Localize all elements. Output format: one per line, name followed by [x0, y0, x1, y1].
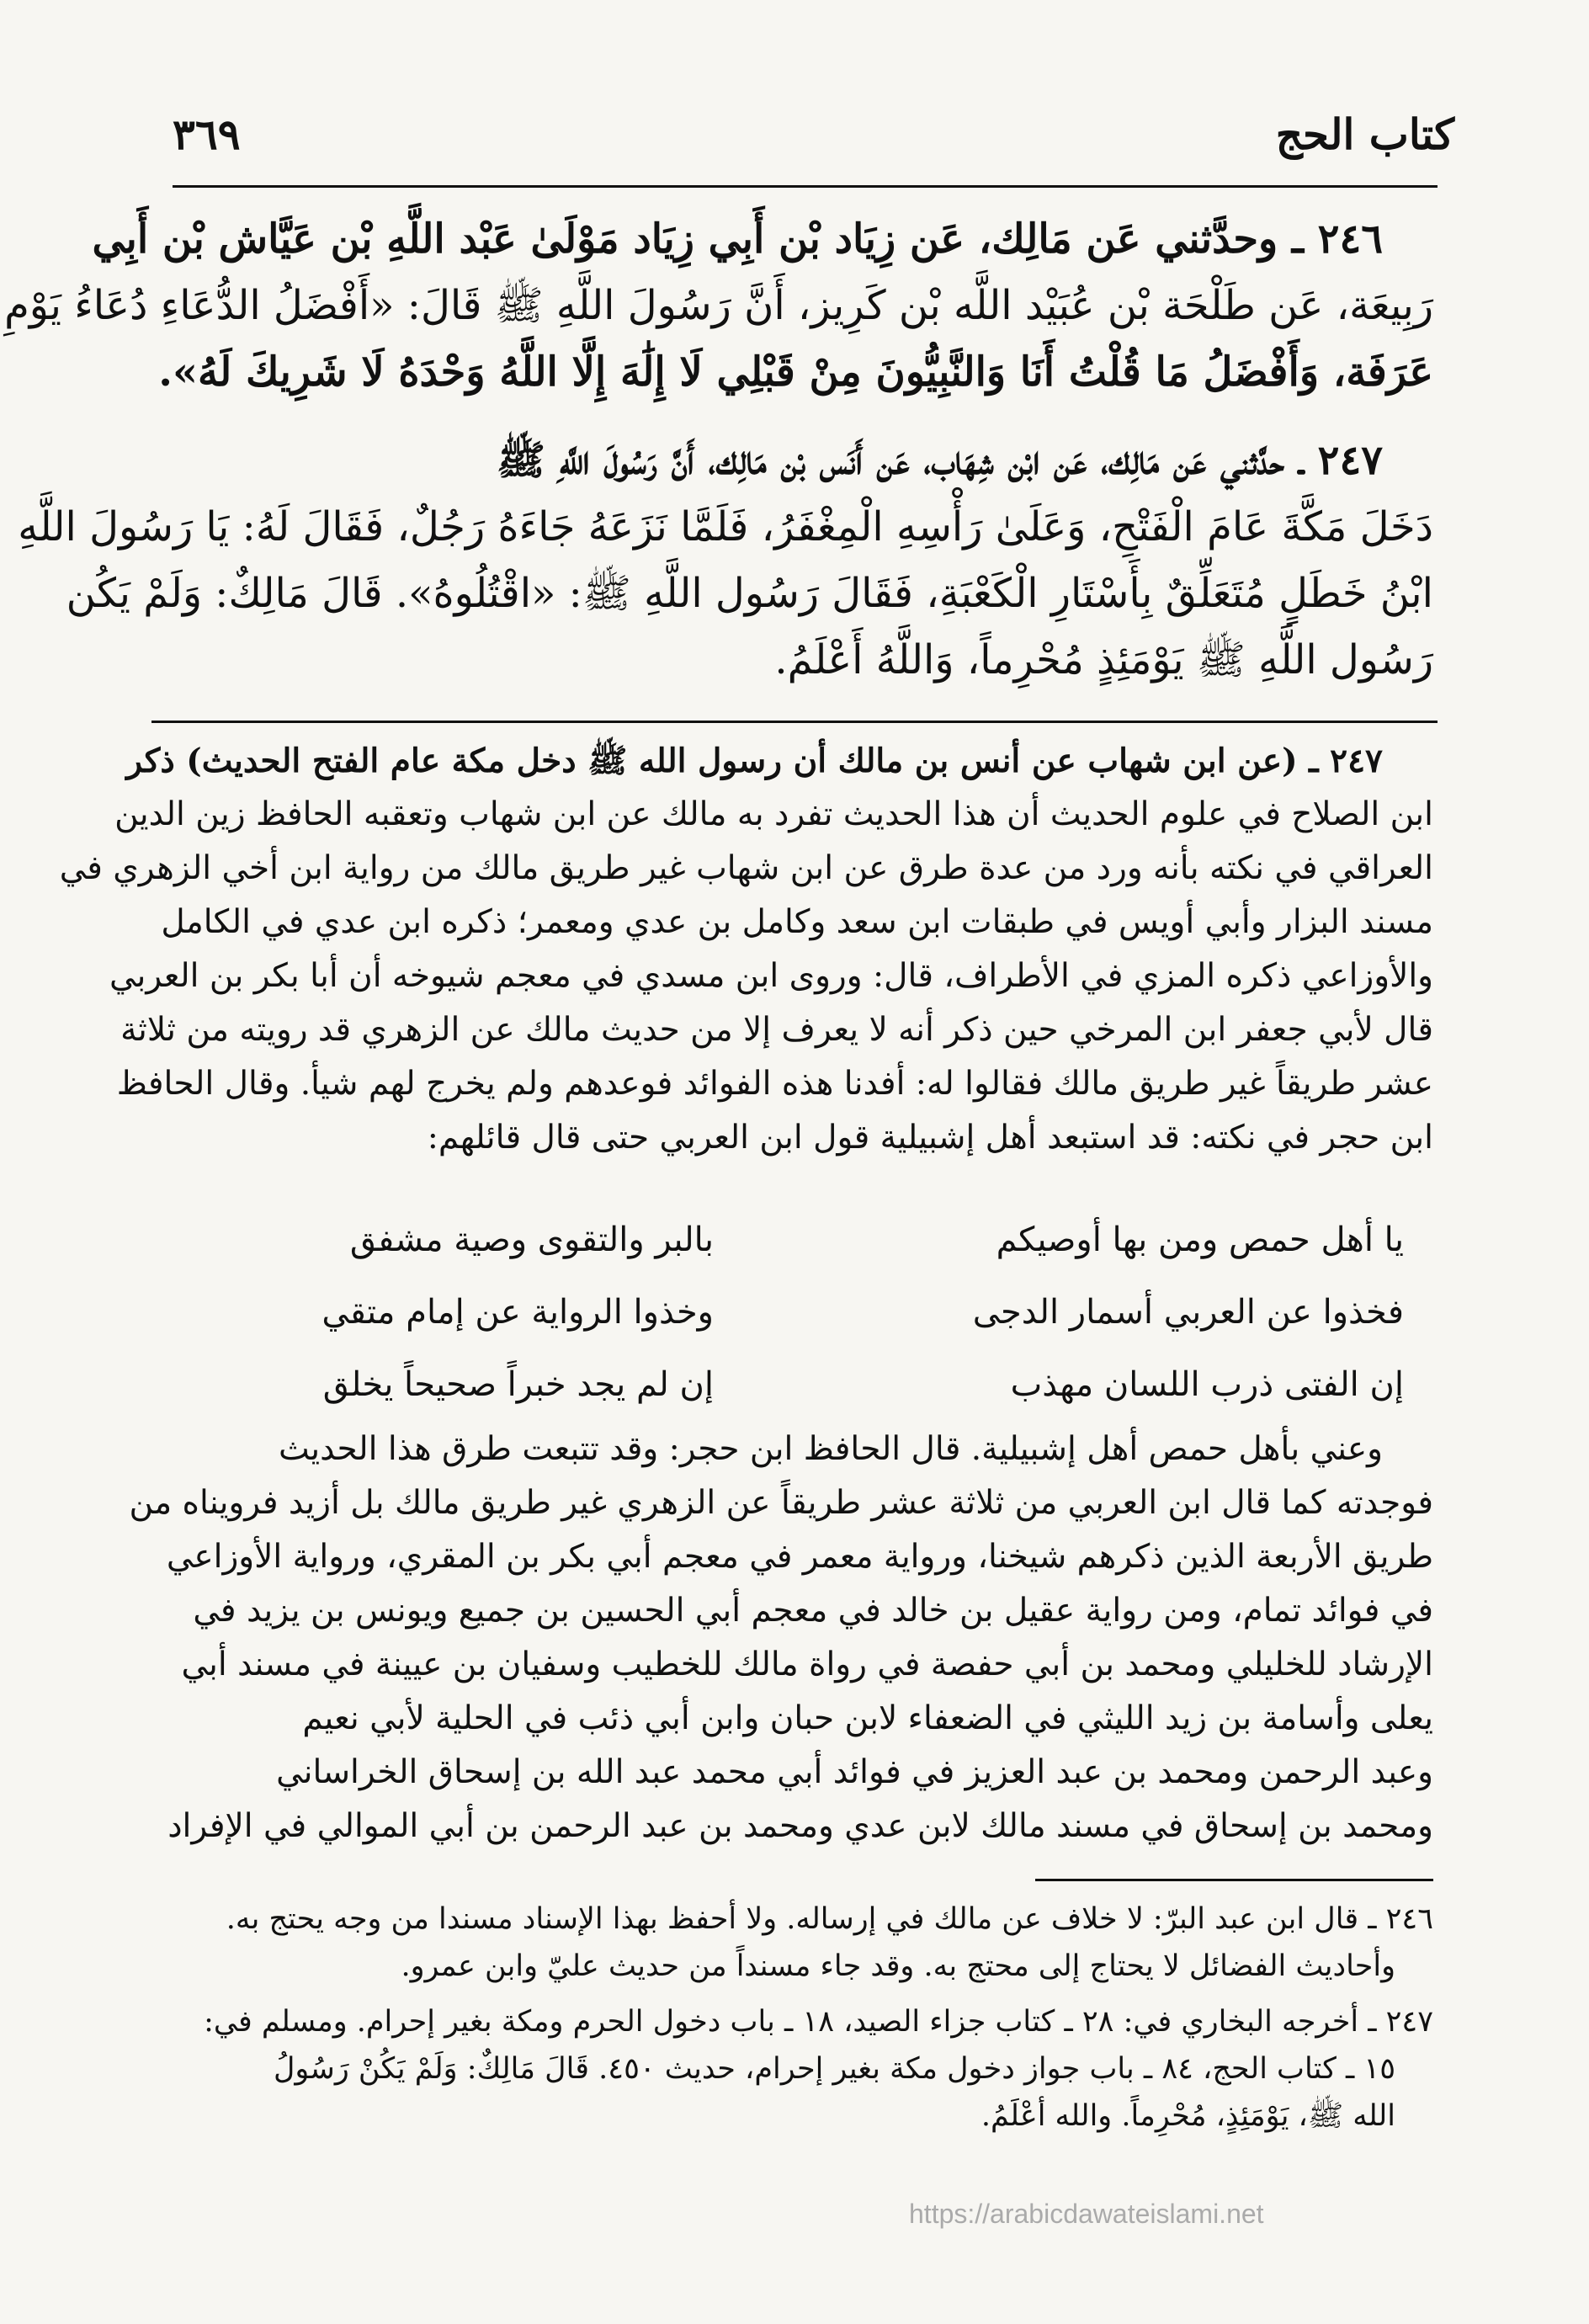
- commentary-line: يعلى وأسامة بن زيد الليثي في الضعفاء لابن حبان وابن أبي ذئب في الحلية لأبي نعيم: [302, 1699, 1433, 1737]
- footnote-line: الله ﷺ، يَوْمَئِذٍ، مُحْرِماً. والله أعْلَمُ.: [981, 2099, 1395, 2133]
- commentary-line: في فوائد تمام، ومن رواية عقيل بن خالد في معجم أبي الحسين بن جميع ويونس بن يزيد في: [193, 1592, 1433, 1630]
- commentary-line: وعبد الرحمن ومحمد بن عبد العزيز في فوائد أبي محمد عبد الله بن إسحاق الخراساني: [276, 1753, 1433, 1791]
- commentary-line: الإرشاد للخليلي ومحمد بن أبي حفصة في رواة مالك للخطيب وسفيان بن عيينة في مسند أبي: [181, 1646, 1433, 1683]
- poem: [185, 1220, 1404, 1438]
- commentary-line: فوجدته كما قال ابن العربي من ثلاثة عشر طريقاً عن الزهري غير طريق مالك بل أزيد فرويناه من: [129, 1484, 1433, 1522]
- commentary-line: ٢٤٧ ـ (عن ابن شهاب عن أنس بن مالك أن رسول الله ﷺ دخل مكة عام الفتح الحديث) ذكر: [126, 742, 1383, 780]
- footnote-line: وأحاديث الفضائل لا يحتاج إلى محتج به. وقد جاء مسنداً من حديث عليّ وابن عمرو.: [401, 1949, 1395, 1983]
- footnote-line: ٢٤٦ ـ قال ابن عبد البرّ: لا خلاف عن مالك في إرساله. ولا أحفظ بهذا الإسناد مسندا من وجه يحتج به.: [226, 1902, 1433, 1936]
- hadith-246-line: رَبِيعَة، عَن طَلْحَة بْن عُبَيْد اللَّه بْن كَرِيز، أَنَّ رَسُولَ اللَّهِ ﷺ قَالَ: «أَفْضَلُ الدُّعَاءِ دُعَاءُ يَوْمِ: [4, 282, 1433, 329]
- commentary-part1: [59, 734, 1433, 1165]
- hadith-247-line: دَخَلَ مَكَّةَ عَامَ الْفَتْحِ، وَعَلَىٰ رَأْسِهِ الْمِغْفَرُ، فَلَمَّا نَزَعَهُ جَاءَهُ رَجُلٌ، فَقَالَ لَهُ: يَا رَسُولَ اللَّهِ: [18, 503, 1433, 550]
- hadith-246-line: ٢٤٦ ـ وحدَّثني عَن مَالِك، عَن زِيَاد بْن أَبِي زِيَاد مَوْلَىٰ عَبْد اللَّهِ بْن عَيَّاش بْن أَبِي: [92, 215, 1383, 263]
- commentary-line: مسند البزار وأبي أويس في طبقات ابن سعد وكامل بن عدي ومعمر؛ ذكره ابن عدي في الكامل: [161, 903, 1433, 941]
- commentary-line: طريق الأربعة الذين ذكرهم شيخنا، ورواية معمر في معجم أبي بكر بن المقري، ورواية الأوزاعي: [166, 1538, 1433, 1576]
- commentary-rule: [151, 721, 1438, 723]
- footnotes: [151, 1896, 1433, 2140]
- watermark: https://arabicdawateislami.net: [909, 2199, 1264, 2229]
- poem-hemistich: وخذوا الرواية عن إمام متقي: [322, 1293, 714, 1332]
- hadith-247-line: ٢٤٧ ـ حدَّثني عَن مَالِك، عَن ابْن شِهَاب، عَن أَنَس بْن مَالِك، أَنَّ رَسُولَ اللَّهِ ﷺ: [496, 437, 1383, 484]
- hadith-247-line: رَسُول اللَّهِ ﷺ يَوْمَئِذٍ مُحْرِماً، وَاللَّهُ أَعْلَمُ.: [774, 636, 1433, 683]
- commentary-line: ومحمد بن إسحاق في مسند مالك لابن عدي ومحمد بن عبد الرحمن بن أبي الموالي في الإفراد: [167, 1807, 1433, 1845]
- poem-hemistich: إن لم يجد خبراً صحيحاً يخلق: [322, 1365, 714, 1404]
- commentary-part2: [129, 1423, 1433, 1853]
- poem-hemistich: إن الفتى ذرب اللسان مهذب: [1010, 1365, 1404, 1404]
- commentary-line: وعني بأهل حمص أهل إشبيلية. قال الحافظ ابن حجر: وقد تتبعت طرق هذا الحديث: [278, 1430, 1383, 1468]
- hadith-246-line: عَرَفَة، وَأَفْضَلُ مَا قُلْتُ أَنَا وَالنَّبِيُّونَ مِنْ قَبْلِي لَا إِلَٰهَ إِلَّا اللَّهُ وَحْدَهُ لَا شَرِيكَ لَهُ».: [158, 348, 1433, 396]
- footnote-rule: [1035, 1879, 1433, 1881]
- poem-verse: [185, 1220, 1404, 1293]
- poem-verse: [185, 1293, 1404, 1365]
- commentary-line: قال لأبي جعفر ابن المرخي حين ذكر أنه لا يعرف إلا من حديث مالك عن الزهري قد رويته من ثلاثة: [120, 1011, 1433, 1049]
- poem-hemistich: فخذوا عن العربي أسمار الدجى: [972, 1293, 1404, 1332]
- book-title: كتاب الحج: [1275, 109, 1454, 159]
- commentary-line: عشر طريقاً غير طريق مالك فقالوا له: أفدنا هذه الفوائد فوعدهم ولم يخرج لهم شيأ. وقال الحافظ: [116, 1065, 1433, 1103]
- footnote-line: ٢٤٧ ـ أخرجه البخاري في: ٢٨ ـ كتاب جزاء الصيد، ١٨ ـ باب دخول الحرم ومكة بغير إحرام. ومسلم في:: [204, 2005, 1433, 2039]
- hadith-246: [4, 206, 1433, 406]
- commentary-line: العراقي في نكته بأنه ورد من عدة طرق عن ابن شهاب غير طريق مالك من رواية ابن أخي الزهري في: [59, 849, 1433, 887]
- poem-hemistich: يا أهل حمص ومن بها أوصيكم: [996, 1220, 1404, 1259]
- footnote-line: ١٥ ـ كتاب الحج، ٨٤ ـ باب جواز دخول مكة بغير إحرام، حديث ٤٥٠. قَالَ مَالِكٌ: وَلَمْ يَكُنْ رَسُولُ: [274, 2052, 1395, 2086]
- hadith-247-line: ابْنُ خَطَلٍ مُتَعَلِّقٌ بِأَسْتَارِ الْكَعْبَةِ، فَقَالَ رَسُول اللَّهِ ﷺ: «اقْتُلُوهُ». قَالَ مَالِكٌ: وَلَمْ يَكُن: [66, 570, 1433, 617]
- commentary-line: ابن الصلاح في علوم الحديث أن هذا الحديث تفرد به مالك عن ابن شهاب وتعقبه الحافظ زين الدين: [114, 795, 1433, 833]
- commentary-line: ابن حجر في نكته: قد استبعد أهل إشبيلية قول ابن العربي حتى قال قائلهم:: [427, 1119, 1433, 1157]
- commentary-line: والأوزاعي ذكره المزي في الأطراف، قال: وروى ابن مسدي في معجم شيوخه أن أبا بكر بن العربي: [109, 957, 1433, 995]
- page-number: ٣٦٩: [173, 109, 241, 159]
- page-header: [156, 109, 1454, 175]
- header-rule: [173, 185, 1438, 188]
- poem-hemistich: بالبر والتقوى وصية مشفق: [349, 1220, 714, 1259]
- hadith-247: [18, 428, 1433, 694]
